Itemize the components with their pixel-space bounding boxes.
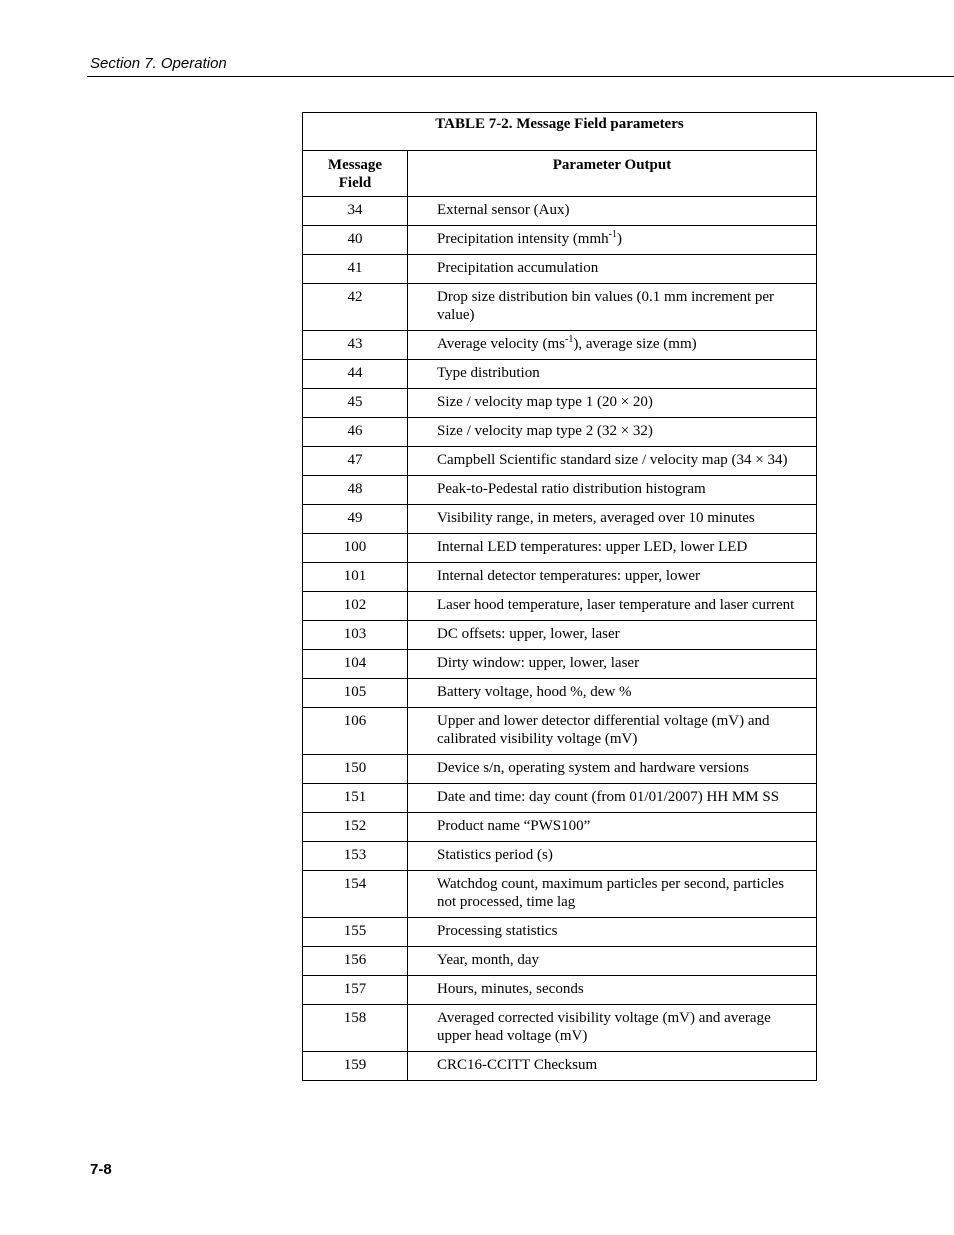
parameter-output-text: Precipitation intensity (mmh (437, 231, 609, 247)
parameter-output-text: Statistics period (s) (437, 847, 553, 863)
table-row (303, 476, 817, 505)
message-field-cell: 151 (303, 784, 408, 813)
parameter-output-cell (408, 1052, 817, 1081)
parameter-output-cell (408, 708, 817, 755)
parameter-output-text: Visibility range, in meters, averaged over 10 minutes (437, 510, 755, 526)
message-field-cell: 152 (303, 813, 408, 842)
parameter-output-cell (408, 1005, 817, 1052)
parameter-output-text: Campbell Scientific standard size / velocity map (34 × 34) (437, 452, 788, 468)
message-field-cell: 105 (303, 679, 408, 708)
parameter-output-cell (408, 947, 817, 976)
message-field-cell: 43 (303, 331, 408, 360)
message-field-cell: 41 (303, 255, 408, 284)
parameter-output-cell (408, 331, 817, 360)
parameter-output-text: DC offsets: upper, lower, laser (437, 626, 620, 642)
parameter-output-text: Battery voltage, hood %, dew % (437, 684, 632, 700)
table-row (303, 534, 817, 563)
table-row (303, 331, 817, 360)
message-field-cell: 49 (303, 505, 408, 534)
message-field-cell: 102 (303, 592, 408, 621)
parameter-output-cell (408, 389, 817, 418)
parameter-output-cell (408, 755, 817, 784)
message-field-cell: 101 (303, 563, 408, 592)
message-field-cell: 154 (303, 871, 408, 918)
parameter-output-cell (408, 505, 817, 534)
column-header-label: Message Field (327, 157, 383, 191)
column-header-parameter-output: Parameter Output (408, 151, 817, 197)
parameter-output-text: Average velocity (ms (437, 336, 566, 352)
message-field-cell: 46 (303, 418, 408, 447)
table-row (303, 1052, 817, 1081)
table-row (303, 447, 817, 476)
unit-exponent: -1 (608, 229, 617, 240)
message-field-cell: 45 (303, 389, 408, 418)
table-row (303, 226, 817, 255)
parameter-output-text: Upper and lower detector differential voltage (mV) and calibrated visibility voltage (mV) (437, 713, 770, 747)
parameter-output-text: Hours, minutes, seconds (437, 981, 584, 997)
message-field-cell: 100 (303, 534, 408, 563)
table-row (303, 708, 817, 755)
parameter-output-cell (408, 226, 817, 255)
parameter-output-cell (408, 784, 817, 813)
parameter-output-cell (408, 476, 817, 505)
parameter-output-text: Dirty window: upper, lower, laser (437, 655, 640, 671)
parameter-output-cell (408, 563, 817, 592)
table-caption: TABLE 7-2. Message Field parameters (303, 113, 817, 151)
message-field-cell: 48 (303, 476, 408, 505)
message-field-cell: 159 (303, 1052, 408, 1081)
message-field-cell: 156 (303, 947, 408, 976)
table-row (303, 976, 817, 1005)
table-row (303, 755, 817, 784)
table-row (303, 813, 817, 842)
parameter-output-text: Type distribution (437, 365, 540, 381)
page-number: 7-8 (90, 1161, 112, 1178)
table-row (303, 621, 817, 650)
table-row (303, 871, 817, 918)
parameter-output-cell (408, 679, 817, 708)
table-row (303, 389, 817, 418)
parameter-output-cell (408, 197, 817, 226)
parameter-output-text: Internal LED temperatures: upper LED, lower LED (437, 539, 748, 555)
message-field-cell: 42 (303, 284, 408, 331)
parameter-output-cell (408, 650, 817, 679)
table-row (303, 918, 817, 947)
parameter-output-cell (408, 592, 817, 621)
parameter-output-cell (408, 447, 817, 476)
parameter-output-cell (408, 284, 817, 331)
message-field-cell: 106 (303, 708, 408, 755)
parameter-output-cell (408, 360, 817, 389)
table-row (303, 418, 817, 447)
table-row (303, 284, 817, 331)
header-rule (87, 76, 954, 77)
parameter-output-text: Drop size distribution bin values (0.1 mm increment per value) (437, 289, 775, 323)
table-row (303, 197, 817, 226)
parameter-output-cell (408, 255, 817, 284)
table-row (303, 784, 817, 813)
column-header-message-field (303, 151, 408, 197)
unit-exponent: -1 (565, 334, 574, 345)
message-field-cell: 40 (303, 226, 408, 255)
parameter-output-text: External sensor (Aux) (437, 202, 570, 218)
table-body (303, 197, 817, 1081)
running-head: Section 7. Operation (90, 55, 227, 72)
parameter-output-text: Laser hood temperature, laser temperature and laser current (437, 597, 795, 613)
parameter-output-text: Precipitation accumulation (437, 260, 599, 276)
parameter-output-cell (408, 871, 817, 918)
parameter-output-text: Size / velocity map type 2 (32 × 32) (437, 423, 653, 439)
message-field-cell: 104 (303, 650, 408, 679)
parameter-output-text-suffix: ) (617, 231, 622, 247)
message-field-table (302, 112, 817, 1081)
table-row (303, 563, 817, 592)
parameter-output-text: Internal detector temperatures: upper, lower (437, 568, 701, 584)
parameter-output-cell (408, 621, 817, 650)
parameter-output-text: Device s/n, operating system and hardware versions (437, 760, 749, 776)
parameter-output-text: CRC16-CCITT Checksum (437, 1057, 598, 1073)
parameter-output-text: Peak-to-Pedestal ratio distribution histogram (437, 481, 706, 497)
message-field-cell: 157 (303, 976, 408, 1005)
parameter-output-text: Year, month, day (437, 952, 540, 968)
parameter-output-cell (408, 418, 817, 447)
message-field-cell: 153 (303, 842, 408, 871)
parameter-output-text: Date and time: day count (from 01/01/2007) HH MM SS (437, 789, 780, 805)
table-row (303, 255, 817, 284)
table-row (303, 842, 817, 871)
message-field-cell: 44 (303, 360, 408, 389)
table-row (303, 650, 817, 679)
parameter-output-cell (408, 534, 817, 563)
parameter-output-text: Averaged corrected visibility voltage (mV) and average upper head voltage (mV) (437, 1010, 771, 1044)
parameter-output-cell (408, 842, 817, 871)
message-field-cell: 150 (303, 755, 408, 784)
table-row (303, 1005, 817, 1052)
table-row (303, 679, 817, 708)
message-field-cell: 155 (303, 918, 408, 947)
table-row (303, 947, 817, 976)
message-field-cell: 34 (303, 197, 408, 226)
table-row (303, 505, 817, 534)
parameter-output-cell (408, 918, 817, 947)
parameter-output-text: Product name “PWS100” (437, 818, 591, 834)
parameter-output-text: Watchdog count, maximum particles per second, particles not processed, time lag (437, 876, 785, 910)
message-field-cell: 103 (303, 621, 408, 650)
parameter-output-cell (408, 976, 817, 1005)
parameter-output-cell (408, 813, 817, 842)
table-row (303, 592, 817, 621)
parameter-output-text-suffix: ), average size (mm) (573, 336, 697, 352)
table-row (303, 360, 817, 389)
message-field-cell: 158 (303, 1005, 408, 1052)
parameter-output-text: Size / velocity map type 1 (20 × 20) (437, 394, 653, 410)
message-field-cell: 47 (303, 447, 408, 476)
parameter-output-text: Processing statistics (437, 923, 558, 939)
